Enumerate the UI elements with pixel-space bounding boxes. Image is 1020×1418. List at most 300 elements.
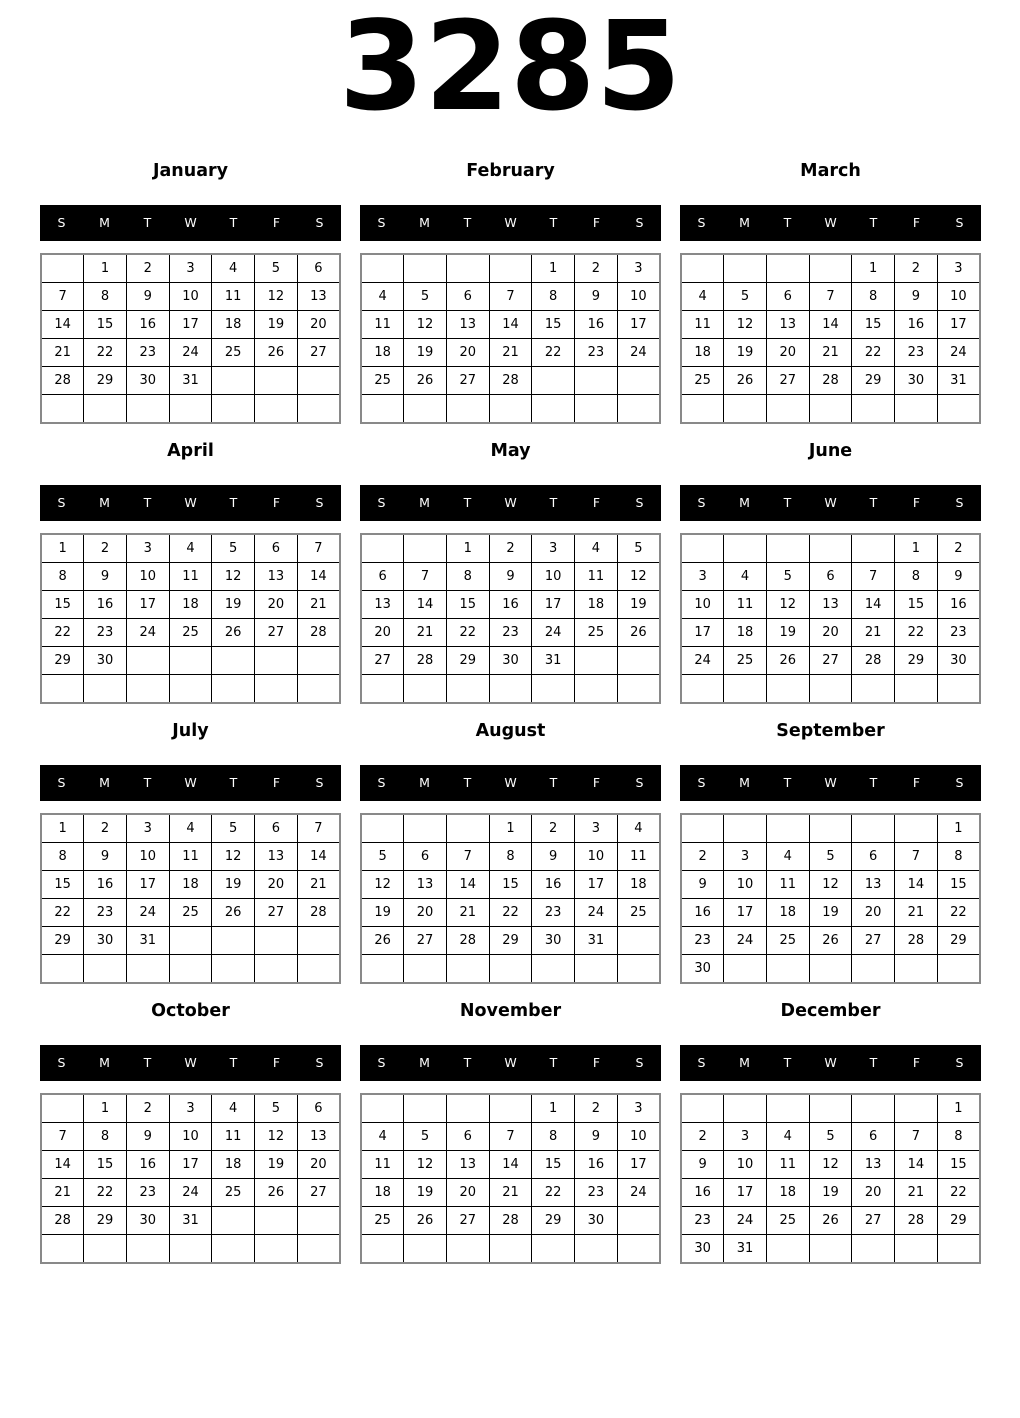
date-cell: 17 — [724, 1179, 767, 1207]
date-cell: 19 — [724, 339, 767, 367]
date-cell: 13 — [446, 311, 489, 339]
week-row — [361, 619, 660, 647]
date-cell: 28 — [852, 647, 895, 675]
empty-date-cell — [126, 395, 169, 424]
date-cell: 16 — [84, 591, 127, 619]
empty-date-cell — [809, 1094, 852, 1123]
week-row — [361, 1235, 660, 1264]
empty-date-cell — [126, 955, 169, 984]
empty-date-cell — [895, 955, 938, 984]
date-cell: 10 — [617, 1123, 660, 1151]
week-row — [681, 563, 980, 591]
date-cell: 15 — [446, 591, 489, 619]
date-cell: 19 — [404, 339, 447, 367]
week-row — [41, 534, 340, 563]
weekday-label: T — [463, 774, 472, 790]
month-dates-table — [360, 533, 661, 704]
date-cell: 11 — [169, 843, 212, 871]
month-title: January — [152, 161, 229, 181]
date-cell: 4 — [212, 1094, 255, 1123]
weekday-label: S — [697, 774, 706, 790]
date-cell: 27 — [404, 927, 447, 955]
date-cell: 26 — [255, 339, 298, 367]
date-cell: 6 — [255, 534, 298, 563]
week-row — [361, 1151, 660, 1179]
empty-date-cell — [255, 955, 298, 984]
empty-date-cell — [255, 395, 298, 424]
date-cell: 7 — [41, 283, 84, 311]
date-cell: 30 — [895, 367, 938, 395]
date-cell: 2 — [681, 1123, 724, 1151]
date-cell: 9 — [681, 1151, 724, 1179]
empty-date-cell — [724, 675, 767, 704]
empty-date-cell — [169, 1235, 212, 1264]
date-cell: 16 — [489, 591, 532, 619]
weekday-label: M — [419, 774, 430, 790]
empty-date-cell — [84, 955, 127, 984]
date-cell: 19 — [255, 311, 298, 339]
month-block — [360, 161, 661, 424]
date-cell: 3 — [937, 254, 980, 283]
empty-date-cell — [852, 395, 895, 424]
empty-date-cell — [255, 367, 298, 395]
date-cell: 11 — [617, 843, 660, 871]
weekday-label: T — [869, 774, 878, 790]
date-cell: 2 — [126, 254, 169, 283]
date-cell: 24 — [169, 339, 212, 367]
empty-date-cell — [895, 1094, 938, 1123]
date-cell: 7 — [489, 1123, 532, 1151]
month-block — [360, 441, 661, 704]
month-block — [360, 721, 661, 984]
date-cell: 21 — [41, 339, 84, 367]
date-cell: 24 — [532, 619, 575, 647]
weekday-label: W — [184, 214, 197, 230]
month-dates-table — [360, 1093, 661, 1264]
weekday-label: S — [377, 214, 386, 230]
weekday-label: T — [463, 1054, 472, 1070]
weekday-label: S — [697, 214, 706, 230]
date-cell: 10 — [532, 563, 575, 591]
empty-date-cell — [404, 955, 447, 984]
date-cell: 23 — [681, 1207, 724, 1235]
weekday-label: M — [99, 494, 110, 510]
date-cell: 7 — [895, 1123, 938, 1151]
date-cell: 21 — [852, 619, 895, 647]
empty-date-cell — [809, 675, 852, 704]
empty-date-cell — [617, 927, 660, 955]
date-cell: 20 — [255, 591, 298, 619]
weekday-label: W — [824, 1054, 837, 1070]
date-cell: 1 — [489, 814, 532, 843]
month-dates-table — [40, 813, 341, 984]
date-cell: 10 — [617, 283, 660, 311]
weekday-label: T — [549, 214, 558, 230]
date-cell: 25 — [169, 899, 212, 927]
week-row — [41, 1094, 340, 1123]
week-row — [681, 871, 980, 899]
date-cell: 31 — [169, 1207, 212, 1235]
empty-date-cell — [617, 647, 660, 675]
week-row — [361, 367, 660, 395]
weekday-label: F — [912, 494, 921, 510]
empty-date-cell — [297, 1207, 340, 1235]
week-row — [41, 675, 340, 704]
date-cell: 26 — [404, 367, 447, 395]
date-cell: 24 — [681, 647, 724, 675]
weekday-label: W — [184, 494, 197, 510]
date-cell: 19 — [766, 619, 809, 647]
date-cell: 29 — [41, 927, 84, 955]
date-cell: 3 — [617, 254, 660, 283]
empty-date-cell — [169, 647, 212, 675]
week-row — [361, 899, 660, 927]
date-cell: 15 — [852, 311, 895, 339]
empty-date-cell — [724, 1094, 767, 1123]
week-row — [681, 1123, 980, 1151]
empty-date-cell — [41, 1094, 84, 1123]
week-row — [681, 1151, 980, 1179]
date-cell: 28 — [895, 927, 938, 955]
date-cell: 18 — [361, 339, 404, 367]
empty-date-cell — [489, 1235, 532, 1264]
weekday-header — [680, 765, 981, 801]
empty-date-cell — [766, 814, 809, 843]
weekday-label: F — [272, 1054, 281, 1070]
date-cell: 21 — [297, 871, 340, 899]
date-cell: 28 — [41, 1207, 84, 1235]
week-row — [681, 1207, 980, 1235]
date-cell: 27 — [809, 647, 852, 675]
date-cell: 5 — [212, 534, 255, 563]
date-cell: 2 — [489, 534, 532, 563]
date-cell: 3 — [617, 1094, 660, 1123]
week-row — [41, 843, 340, 871]
date-cell: 14 — [895, 871, 938, 899]
date-cell: 15 — [41, 871, 84, 899]
date-cell: 26 — [766, 647, 809, 675]
date-cell: 29 — [489, 927, 532, 955]
empty-date-cell — [169, 675, 212, 704]
date-cell: 1 — [937, 1094, 980, 1123]
month-dates-table — [360, 813, 661, 984]
week-row — [681, 311, 980, 339]
date-cell: 13 — [404, 871, 447, 899]
empty-date-cell — [84, 675, 127, 704]
month-block — [40, 161, 341, 424]
week-row — [41, 927, 340, 955]
date-cell: 18 — [575, 591, 618, 619]
empty-date-cell — [255, 647, 298, 675]
date-cell: 29 — [937, 927, 980, 955]
date-cell: 22 — [937, 1179, 980, 1207]
week-row — [361, 647, 660, 675]
date-cell: 22 — [84, 339, 127, 367]
empty-date-cell — [255, 1235, 298, 1264]
date-cell: 12 — [255, 1123, 298, 1151]
empty-date-cell — [895, 675, 938, 704]
date-cell: 14 — [41, 1151, 84, 1179]
date-cell: 18 — [766, 1179, 809, 1207]
empty-date-cell — [809, 395, 852, 424]
week-row — [41, 619, 340, 647]
date-cell: 29 — [84, 1207, 127, 1235]
date-cell: 10 — [126, 843, 169, 871]
date-cell: 9 — [84, 563, 127, 591]
date-cell: 26 — [809, 1207, 852, 1235]
empty-date-cell — [681, 254, 724, 283]
weekday-label: F — [592, 494, 601, 510]
empty-date-cell — [126, 675, 169, 704]
date-cell: 4 — [766, 1123, 809, 1151]
date-cell: 20 — [446, 1179, 489, 1207]
date-cell: 6 — [446, 283, 489, 311]
empty-date-cell — [617, 367, 660, 395]
date-cell: 1 — [532, 254, 575, 283]
date-cell: 1 — [852, 254, 895, 283]
weekday-header — [680, 1045, 981, 1081]
date-cell: 24 — [126, 899, 169, 927]
date-cell: 5 — [617, 534, 660, 563]
weekday-label: M — [739, 1054, 750, 1070]
date-cell: 18 — [617, 871, 660, 899]
date-cell: 25 — [766, 927, 809, 955]
week-row — [361, 927, 660, 955]
date-cell: 7 — [297, 534, 340, 563]
date-cell: 10 — [681, 591, 724, 619]
weekday-header — [40, 765, 341, 801]
month-dates-table — [40, 1093, 341, 1264]
weekday-label: T — [143, 774, 152, 790]
date-cell: 12 — [809, 871, 852, 899]
weekday-label: S — [57, 774, 66, 790]
date-cell: 26 — [255, 1179, 298, 1207]
empty-date-cell — [361, 534, 404, 563]
date-cell: 18 — [361, 1179, 404, 1207]
month-title: August — [475, 721, 546, 741]
empty-date-cell — [617, 955, 660, 984]
empty-date-cell — [361, 254, 404, 283]
date-cell: 5 — [255, 254, 298, 283]
weekday-label: T — [229, 1054, 238, 1070]
date-cell: 14 — [446, 871, 489, 899]
week-row — [361, 1179, 660, 1207]
date-cell: 1 — [532, 1094, 575, 1123]
date-cell: 24 — [617, 339, 660, 367]
year-title: 3285 — [338, 0, 682, 139]
weekday-label: T — [549, 774, 558, 790]
date-cell: 6 — [852, 843, 895, 871]
date-cell: 30 — [126, 1207, 169, 1235]
week-row — [361, 283, 660, 311]
date-cell: 3 — [724, 1123, 767, 1151]
date-cell: 8 — [532, 283, 575, 311]
date-cell: 10 — [169, 1123, 212, 1151]
week-row — [681, 1094, 980, 1123]
date-cell: 7 — [852, 563, 895, 591]
date-cell: 17 — [169, 1151, 212, 1179]
week-row — [41, 591, 340, 619]
month-dates-table — [680, 813, 981, 984]
empty-date-cell — [361, 814, 404, 843]
date-cell: 25 — [617, 899, 660, 927]
empty-date-cell — [937, 675, 980, 704]
week-row — [361, 843, 660, 871]
date-cell: 15 — [489, 871, 532, 899]
date-cell: 6 — [255, 814, 298, 843]
date-cell: 21 — [41, 1179, 84, 1207]
empty-date-cell — [681, 1094, 724, 1123]
date-cell: 17 — [575, 871, 618, 899]
week-row — [681, 843, 980, 871]
date-cell: 5 — [255, 1094, 298, 1123]
date-cell: 18 — [681, 339, 724, 367]
date-cell: 1 — [41, 814, 84, 843]
date-cell: 30 — [681, 1235, 724, 1264]
weekday-label: S — [635, 774, 644, 790]
date-cell: 31 — [126, 927, 169, 955]
date-cell: 6 — [766, 283, 809, 311]
date-cell: 4 — [724, 563, 767, 591]
weekday-label: T — [229, 214, 238, 230]
empty-date-cell — [575, 395, 618, 424]
weekday-header — [680, 485, 981, 521]
week-row — [361, 339, 660, 367]
empty-date-cell — [84, 1235, 127, 1264]
weekday-header — [360, 485, 661, 521]
week-row — [681, 339, 980, 367]
date-cell: 22 — [84, 1179, 127, 1207]
empty-date-cell — [937, 955, 980, 984]
date-cell: 16 — [937, 591, 980, 619]
weekday-label: T — [869, 494, 878, 510]
date-cell: 3 — [126, 534, 169, 563]
empty-date-cell — [766, 1235, 809, 1264]
date-cell: 2 — [681, 843, 724, 871]
date-cell: 2 — [126, 1094, 169, 1123]
calendar-grid — [0, 161, 1020, 1264]
empty-date-cell — [852, 534, 895, 563]
date-cell: 23 — [84, 619, 127, 647]
date-cell: 11 — [361, 311, 404, 339]
date-cell: 17 — [126, 591, 169, 619]
date-cell: 30 — [681, 955, 724, 984]
date-cell: 9 — [126, 283, 169, 311]
date-cell: 2 — [575, 254, 618, 283]
date-cell: 21 — [809, 339, 852, 367]
date-cell: 17 — [681, 619, 724, 647]
empty-date-cell — [895, 1235, 938, 1264]
date-cell: 8 — [41, 843, 84, 871]
date-cell: 29 — [937, 1207, 980, 1235]
week-row — [41, 1207, 340, 1235]
date-cell: 12 — [404, 1151, 447, 1179]
date-cell: 20 — [255, 871, 298, 899]
weekday-label: F — [912, 774, 921, 790]
empty-date-cell — [41, 395, 84, 424]
date-cell: 5 — [809, 843, 852, 871]
date-cell: 20 — [404, 899, 447, 927]
date-cell: 29 — [84, 367, 127, 395]
weekday-label: F — [912, 214, 921, 230]
date-cell: 24 — [617, 1179, 660, 1207]
empty-date-cell — [404, 534, 447, 563]
date-cell: 28 — [489, 367, 532, 395]
date-cell: 20 — [297, 1151, 340, 1179]
weekday-label: W — [184, 1054, 197, 1070]
empty-date-cell — [446, 395, 489, 424]
date-cell: 20 — [852, 1179, 895, 1207]
date-cell: 20 — [809, 619, 852, 647]
weekday-label: T — [869, 1054, 878, 1070]
empty-date-cell — [212, 927, 255, 955]
date-cell: 2 — [84, 814, 127, 843]
date-cell: 21 — [404, 619, 447, 647]
date-cell: 30 — [937, 647, 980, 675]
date-cell: 19 — [212, 871, 255, 899]
week-row — [681, 899, 980, 927]
date-cell: 22 — [852, 339, 895, 367]
empty-date-cell — [575, 367, 618, 395]
weekday-header — [680, 205, 981, 241]
date-cell: 7 — [489, 283, 532, 311]
date-cell: 7 — [809, 283, 852, 311]
date-cell: 20 — [766, 339, 809, 367]
weekday-label: S — [955, 494, 964, 510]
weekday-label: M — [419, 1054, 430, 1070]
date-cell: 19 — [361, 899, 404, 927]
weekday-label: M — [99, 214, 110, 230]
empty-date-cell — [361, 1094, 404, 1123]
date-cell: 28 — [895, 1207, 938, 1235]
date-cell: 24 — [724, 1207, 767, 1235]
month-dates-table — [40, 253, 341, 424]
empty-date-cell — [532, 1235, 575, 1264]
week-row — [681, 955, 980, 984]
weekday-label: F — [592, 1054, 601, 1070]
date-cell: 3 — [532, 534, 575, 563]
weekday-label: T — [783, 774, 792, 790]
month-block — [680, 161, 981, 424]
weekday-label: S — [315, 774, 324, 790]
week-row — [41, 311, 340, 339]
weekday-header — [40, 1045, 341, 1081]
empty-date-cell — [297, 955, 340, 984]
weekday-header — [360, 205, 661, 241]
week-row — [361, 254, 660, 283]
date-cell: 15 — [532, 1151, 575, 1179]
date-cell: 24 — [126, 619, 169, 647]
date-cell: 8 — [489, 843, 532, 871]
date-cell: 2 — [575, 1094, 618, 1123]
date-cell: 5 — [212, 814, 255, 843]
empty-date-cell — [297, 675, 340, 704]
date-cell: 17 — [617, 311, 660, 339]
empty-date-cell — [489, 955, 532, 984]
week-row — [681, 1235, 980, 1264]
weekday-label: M — [419, 494, 430, 510]
week-row — [41, 647, 340, 675]
empty-date-cell — [446, 1094, 489, 1123]
week-row — [41, 955, 340, 984]
weekday-label: T — [229, 494, 238, 510]
date-cell: 15 — [84, 311, 127, 339]
date-cell: 7 — [446, 843, 489, 871]
date-cell: 25 — [212, 1179, 255, 1207]
week-row — [681, 619, 980, 647]
date-cell: 11 — [361, 1151, 404, 1179]
date-cell: 13 — [766, 311, 809, 339]
